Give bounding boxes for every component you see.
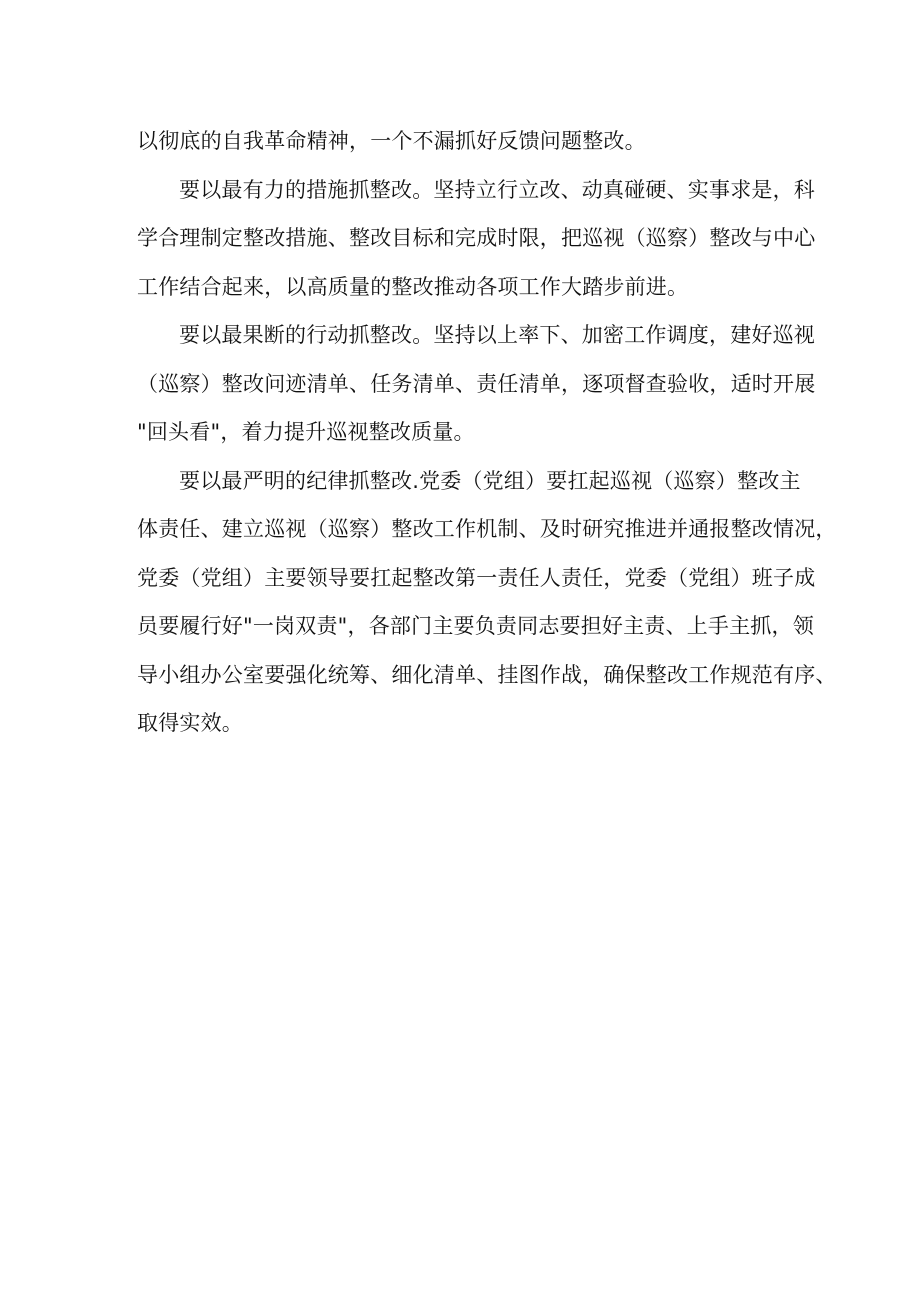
paragraph-4 <box>137 457 837 748</box>
text-line: 学合理制定整改措施、整改目标和完成时限，把巡视（巡察）整改与中心 <box>137 226 816 250</box>
paragraph-1 <box>137 117 777 166</box>
text-line: 以彻底的自我革命精神，一个不漏抓好反馈问题整改。 <box>137 129 646 153</box>
text-line: 要以最果断的行动抓整改。坚持以上率下、加密工作调度，建好巡视 <box>179 323 815 347</box>
text-line: 取得实效。 <box>137 711 243 735</box>
text-line: 党委（党组）主要领导要扛起整改第一责任人责任，党委（党组）班子成 <box>137 565 816 590</box>
text-line: 要以最有力的措施抓整改。坚持立行立改、动真碰硬、实事求是，科 <box>179 177 815 202</box>
paragraph-3 <box>137 311 816 457</box>
text-line: 员要履行好"一岗双责"，各部门主要负责同志要担好主责、上手主抓，领 <box>137 614 814 638</box>
text-line: 体责任、建立巡视（巡察）整改工作机制、及时研究推进并通报整改情况， <box>137 517 837 541</box>
paragraph-2 <box>137 166 816 312</box>
document-body <box>137 117 837 748</box>
text-line: （巡察）整改问迹清单、任务清单、责任清单，逐项督查验收，适时开展 <box>137 371 816 396</box>
text-line: 要以最严明的纪律抓整改.党委（党组）要扛起巡视（巡察）整改主 <box>179 468 801 493</box>
text-line: 导小组办公室要强化统筹、细化清单、挂图作战，确保整改工作规范有序、 <box>137 662 837 687</box>
text-line: 工作结合起来，以高质量的整改推动各项工作大踏步前进。 <box>137 274 689 299</box>
text-line: "回头看"，着力提升巡视整改质量。 <box>137 420 475 444</box>
